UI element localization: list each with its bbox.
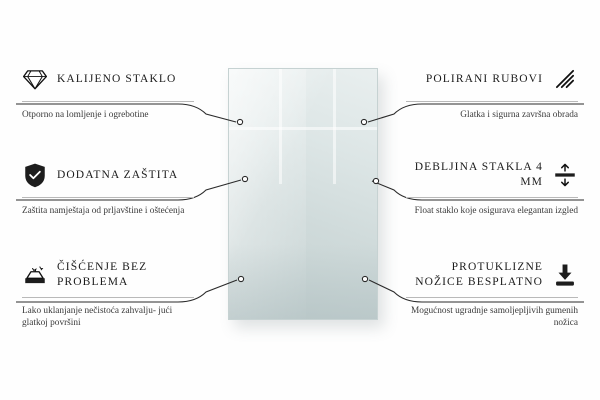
feature-description: Zaštita namještaja od prljavštine i oštećenja	[22, 206, 185, 216]
divider	[406, 101, 578, 102]
feature-description: Float staklo koje osigurava elegantan izgled	[414, 206, 578, 216]
feature-header	[406, 258, 578, 292]
feature-title: KALIJENO STAKLO	[57, 72, 177, 85]
sponge-icon	[22, 262, 48, 288]
feature-header	[22, 158, 194, 192]
divider	[406, 297, 578, 298]
feature-glass-thickness	[406, 158, 578, 217]
feature-title: POLIRANI RUBOVI	[425, 72, 543, 85]
product-shadow	[229, 244, 377, 319]
feature-header	[406, 158, 578, 192]
product-image	[228, 68, 378, 320]
feature-title: ČIŠĆENJE BEZ PROBLEMA	[57, 261, 148, 288]
divider	[22, 297, 194, 298]
shield-icon	[22, 162, 48, 188]
divider	[22, 101, 194, 102]
feature-description: Otporno na lomljenje i ogrebotine	[22, 110, 149, 120]
feature-description: Glatka i sigurna završna obrada	[460, 110, 578, 120]
divider	[22, 197, 194, 198]
polished-edge-icon	[552, 66, 578, 92]
divider	[406, 197, 578, 198]
feature-tempered-glass	[22, 62, 194, 121]
feature-description: Lako uklanjanje nečistoća zahvalju- jući glatkoj površini	[22, 306, 173, 328]
feature-title: DEBLJINA STAKLA 4 MM	[414, 161, 543, 188]
feature-header	[22, 258, 194, 292]
feature-header	[406, 62, 578, 96]
feature-extra-protection	[22, 158, 194, 217]
feature-description: Mogućnost ugradnje samoljepljivih gumenih nožica	[410, 306, 578, 328]
feature-header	[22, 62, 194, 96]
diamond-icon	[22, 66, 48, 92]
feature-easy-cleaning	[22, 258, 194, 329]
feature-title: PROTUKLIZNE NOŽICE BESPLATNO	[415, 261, 543, 288]
anti-slip-feet-icon	[552, 262, 578, 288]
feature-title: DODATNA ZAŠTITA	[57, 168, 179, 181]
feature-polished-edges	[406, 62, 578, 121]
thickness-arrows-icon	[552, 162, 578, 188]
feature-anti-slip-feet	[406, 258, 578, 329]
reflection-line-horizontal	[229, 127, 377, 130]
